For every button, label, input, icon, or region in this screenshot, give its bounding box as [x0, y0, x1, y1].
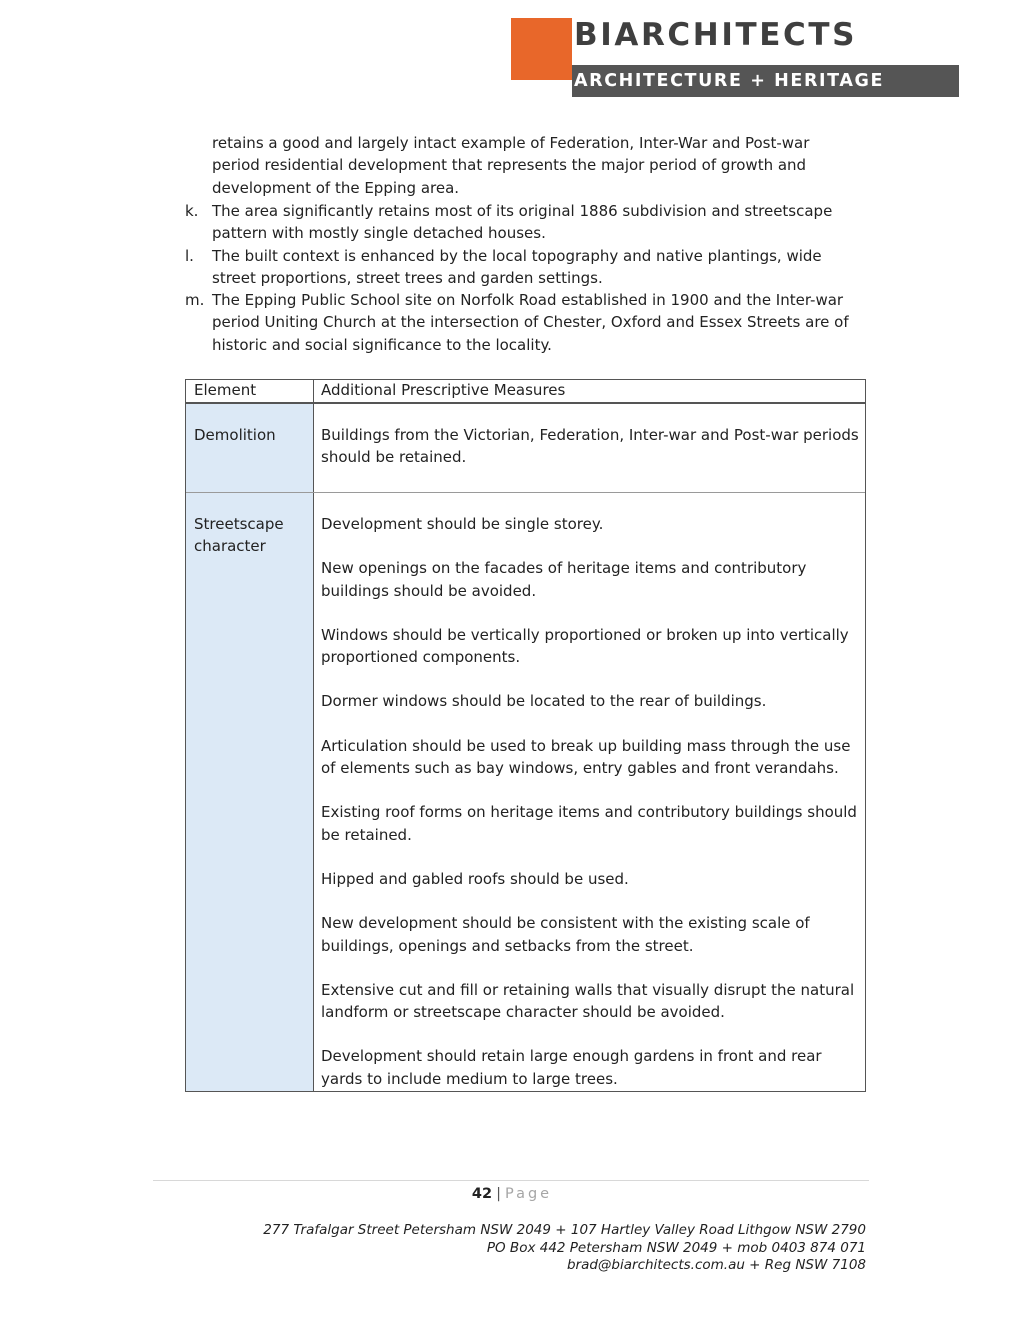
page-word: Page [504, 1186, 553, 1202]
footer-address [263, 1222, 866, 1275]
list-item-text: The built context is enhanced by the local topography and native plantings, wide street proportions, street trees and garden settings. [212, 246, 822, 287]
list-item [185, 289, 865, 356]
column-divider [313, 380, 314, 1091]
measure-item: Extensive cut and fill or retaining walls that visually disrupt the natural landform or streetscape character should be avoided. [321, 980, 855, 1022]
list-item-label: m. [185, 291, 205, 310]
measure-item: Development should retain large enough gardens in front and rear yards to include medium to large trees. [321, 1047, 822, 1088]
header-divider [186, 402, 865, 404]
continued-paragraph: retains a good and largely intact example of Federation, Inter-War and Post-war period residential development that represents the major period of growth and development of the Epping area. [212, 134, 810, 197]
measure-item: Dormer windows should be located to the rear of buildings. [321, 692, 767, 711]
list-item-text: The area significantly retains most of its original 1886 subdivision and streetscape pattern with mostly single detached houses. [212, 202, 833, 243]
table-header-element: Element [194, 381, 257, 399]
element-column-shading [186, 403, 313, 1091]
list-item [185, 245, 865, 290]
table-header-measures: Additional Prescriptive Measures [321, 381, 566, 399]
list-item-label: l. [185, 246, 194, 265]
logo-tagline: ARCHITECTURE + HERITAGE [574, 71, 885, 91]
measure-item: Existing roof forms on heritage items and contributory buildings should be retained. [321, 803, 857, 844]
significance-list [185, 200, 865, 356]
logo-accent-square [511, 18, 572, 80]
streetscape-measures-list [321, 513, 861, 1112]
measure-item: New development should be consistent with the existing scale of buildings, openings and setbacks from the street. [321, 914, 810, 955]
row-element-streetscape: Streetscape character [194, 515, 284, 556]
address-line: PO Box 442 Petersham NSW 2049 + mob 0403 874 071 [486, 1239, 866, 1256]
page-number: 42 [471, 1186, 493, 1202]
page-number-line [0, 1185, 1024, 1203]
page-separator: | [496, 1186, 501, 1202]
measure-item: New openings on the facades of heritage items and contributory buildings should be avoided. [321, 559, 807, 600]
row-element-demolition: Demolition [194, 426, 276, 444]
address-line: brad@biarchitects.com.au + Reg NSW 7108 [566, 1257, 866, 1273]
measure-item: Hipped and gabled roofs should be used. [321, 869, 629, 888]
list-item-text: The Epping Public School site on Norfolk Road established in 1900 and the Inter-war period Uniting Church at the intersection of Chester, Oxford and Essex Streets are of historic and social significance to the locality. [212, 291, 849, 354]
list-item [185, 200, 865, 245]
list-item-label: k. [185, 202, 199, 220]
prescriptive-measures-table [185, 379, 866, 1092]
logo-tagline-bar [572, 65, 959, 97]
footer-divider [153, 1180, 869, 1181]
row-divider [186, 492, 865, 493]
measure-item: Development should be single storey. [321, 515, 604, 533]
address-line: 277 Trafalgar Street Petersham NSW 2049 + 107 Hartley Valley Road Lithgow NSW 2790 [263, 1222, 866, 1238]
row-measure-demolition: Buildings from the Victorian, Federation, Inter-war and Post-war periods should be retained. [321, 426, 859, 467]
logo-name: BIARCHITECTS [574, 18, 857, 51]
measure-item: Articulation should be used to break up building mass through the use of elements such as bay windows, entry gables and front verandahs. [321, 736, 851, 778]
company-logo [511, 18, 959, 91]
measure-item: Windows should be vertically proportioned or broken up into vertically proportioned components. [321, 625, 849, 667]
